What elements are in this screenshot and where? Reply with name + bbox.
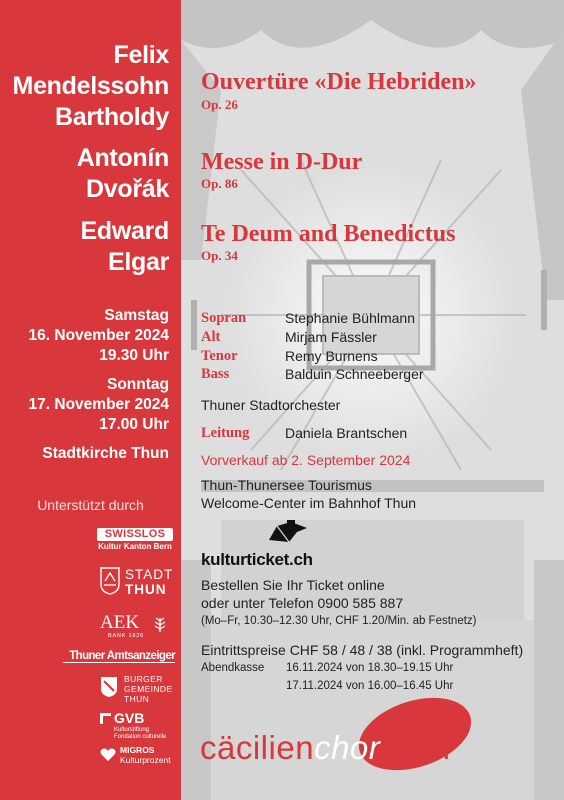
burger-crest-icon <box>100 676 118 698</box>
amtsanzeiger-logo: Thuner Amtsanzeiger <box>63 650 175 663</box>
work-title: Ouvertüre «Die Hebriden» <box>201 69 477 95</box>
gvb-mark-icon <box>100 713 111 724</box>
aek-logo <box>100 613 174 639</box>
wheat-icon <box>150 615 170 633</box>
concert-date: 16. November 2024 <box>28 327 169 344</box>
burger-line: GEMEINDE <box>124 684 173 694</box>
ticket-icon <box>267 518 311 544</box>
order-info <box>201 576 403 612</box>
right-panel <box>181 0 564 800</box>
thun-word: THUN <box>125 582 167 597</box>
concert-day: Sonntag <box>107 376 169 393</box>
choir-logo-part: chor <box>314 729 381 766</box>
concert-time: 17.00 Uhr <box>99 416 169 433</box>
tourism-line: Welcome-Center im Bahnhof Thun <box>201 495 417 511</box>
soloist-name: Balduin Schneeberger <box>285 366 424 382</box>
soloist-role: Tenor <box>201 348 238 364</box>
venue: Stadtkirche Thun <box>42 445 169 462</box>
composer-line: Bartholdy <box>55 103 169 131</box>
composer-elgar <box>81 216 170 278</box>
order-note: (Mo–Fr, 10.30–12.30 Uhr, CHF 1.20/Min. ab Festnetz) <box>201 615 477 627</box>
thun-crest-icon <box>100 567 120 595</box>
migros-logo <box>100 744 174 768</box>
orchestra: Thuner Stadtorchester <box>201 397 341 413</box>
choir-logo <box>200 728 451 768</box>
stadt-word: STADT <box>125 567 174 582</box>
soloist-role: Alt <box>201 329 221 345</box>
soloist-role: Bass <box>201 366 230 382</box>
box-office-time: 17.11.2024 von 16.00–16.45 Uhr <box>286 680 454 692</box>
stadt-thun-logo <box>100 565 174 599</box>
work-title: Te Deum and Benedictus <box>201 221 456 247</box>
conductor-name: Daniela Brantschen <box>285 425 408 441</box>
box-office-time: 16.11.2024 von 18.30–19.15 Uhr <box>286 662 454 674</box>
composer-line: Dvořák <box>86 175 169 203</box>
gvb-logo <box>100 710 174 742</box>
concert-saturday <box>29 306 169 366</box>
migros-text <box>120 745 171 765</box>
left-panel <box>0 0 181 800</box>
kulturticket-logo: kulturticket.ch <box>201 550 313 569</box>
soloist-name: Remy Burnens <box>285 348 378 364</box>
concert-sunday <box>29 375 169 435</box>
composer-line: Mendelssohn <box>12 72 169 100</box>
conductor-role: Leitung <box>201 425 250 441</box>
prices: Eintrittspreise CHF 58 / 48 / 38 (inkl. Programmheft) <box>201 642 524 658</box>
heart-icon <box>100 748 116 762</box>
work-opus: Op. 86 <box>201 176 238 191</box>
order-line: oder unter Telefon 0900 585 887 <box>201 595 404 611</box>
composer-line: Felix <box>113 41 169 69</box>
composer-mendelssohn <box>13 40 169 133</box>
work-opus: Op. 34 <box>201 248 238 263</box>
soloist-name: Stephanie Bühlmann <box>285 310 415 326</box>
composer-line: Antonín <box>76 144 169 172</box>
gvb-wordmark: GVB <box>114 710 145 726</box>
burgergemeinde-logo <box>100 672 174 710</box>
supported-by-label: Unterstützt durch <box>37 497 144 513</box>
concert-time: 19.30 Uhr <box>99 347 169 364</box>
gvb-sub-line: Fondation culturelle <box>114 734 167 740</box>
swisslos-logo <box>97 528 173 551</box>
box-office-label: Abendkasse <box>201 662 265 674</box>
burger-line: BURGER <box>124 674 163 684</box>
composer-line: Elgar <box>107 248 169 276</box>
burger-line: THUN <box>124 694 150 704</box>
composer-dvorak <box>77 143 169 205</box>
gvb-sub-line: Kulturstiftung <box>114 727 150 733</box>
swisslos-wordmark: SWISSLOS <box>97 528 173 541</box>
gvb-subtitle <box>114 727 166 741</box>
tourism-line: Thun-Thunersee Tourismus <box>201 477 372 493</box>
swisslos-subtitle: Kultur Kanton Bern <box>98 542 172 551</box>
burger-text <box>124 674 173 704</box>
aek-wordmark: AEK <box>100 612 140 633</box>
migros-line: Kulturprozent <box>120 755 171 765</box>
choir-logo-part: cäcilien <box>200 729 315 766</box>
composer-line: Edward <box>80 217 169 245</box>
soloist-role: Sopran <box>201 310 247 326</box>
aek-subtitle: BANK 1826 <box>108 633 144 639</box>
order-line: Bestellen Sie Ihr Ticket online <box>201 577 385 593</box>
presale-text: Vorverkauf ab 2. September 2024 <box>201 452 411 468</box>
migros-line: MIGROS <box>120 745 155 755</box>
work-title: Messe in D-Dur <box>201 149 363 175</box>
work-opus: Op. 26 <box>201 97 238 112</box>
concert-day: Samstag <box>104 307 169 324</box>
tourism-info <box>201 476 416 512</box>
concert-date: 17. November 2024 <box>28 396 169 413</box>
choir-logo-part: thun <box>384 729 451 766</box>
soloist-name: Mirjam Fässler <box>285 329 377 345</box>
